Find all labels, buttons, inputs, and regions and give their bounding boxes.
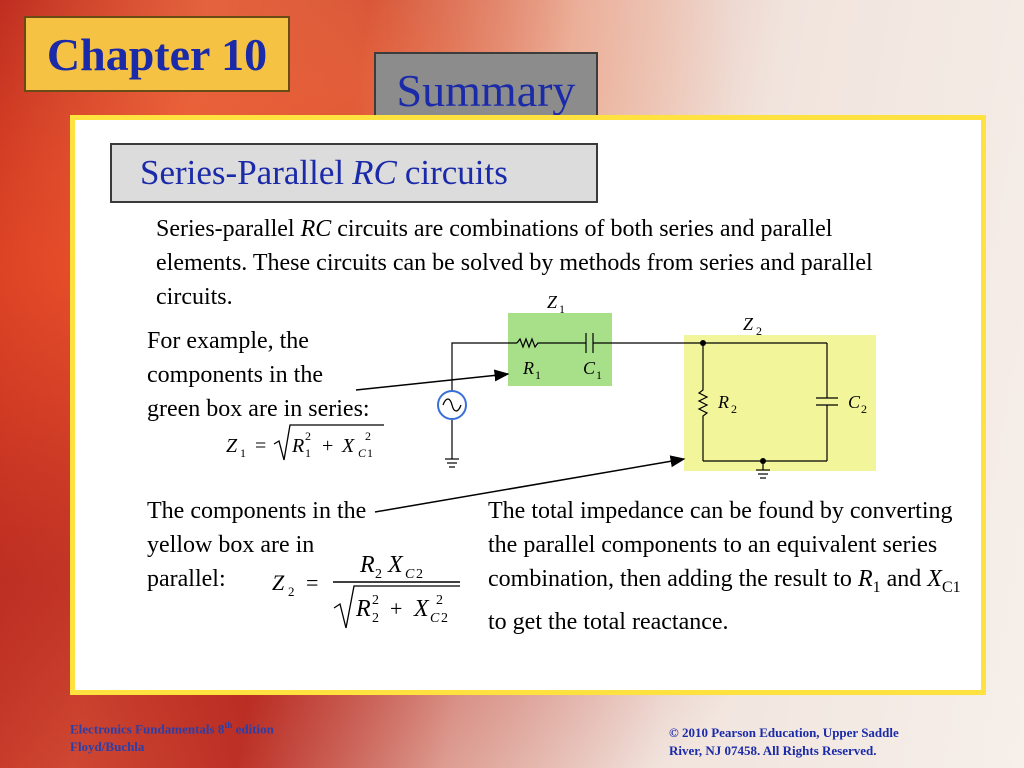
total-x: X <box>927 566 942 592</box>
footer-book-sup: th <box>224 720 233 730</box>
yellow-box-paragraph: The components in the yellow box are in parallel: <box>147 498 367 592</box>
z2-formula <box>272 552 460 628</box>
z1-label: Z <box>547 292 558 312</box>
svg-text:C: C <box>358 446 367 460</box>
intro-text-b: circuits are combinations of both series and parallel elements. These circuits can be solved by methods from series and parallel circuits. <box>156 216 873 310</box>
svg-text:2: 2 <box>441 611 448 626</box>
svg-text:2: 2 <box>365 429 371 443</box>
total-text-b: to get the total reactance. <box>488 608 729 635</box>
svg-text:X: X <box>342 435 355 457</box>
total-text-a: The total impedance can be found by converting the parallel components to an equivalent series combination, then adding the result to <box>488 498 953 592</box>
c1-label: C <box>583 358 596 378</box>
total-x-sub: C1 <box>941 578 961 596</box>
total-r: R <box>857 566 873 592</box>
c2-label: C <box>848 392 861 412</box>
arrow-to-green-box <box>356 374 508 390</box>
arrow-to-yellow-box <box>375 459 684 512</box>
svg-text:1: 1 <box>305 446 311 460</box>
r1-label: R <box>523 358 534 378</box>
section-title-prefix: Series-Parallel <box>140 153 345 192</box>
svg-text:Z: Z <box>272 570 285 595</box>
green-box-paragraph: For example, the components in the green box are in series: <box>147 328 370 422</box>
copyright-line-1: © 2010 Pearson Education, Upper Saddle <box>669 725 899 740</box>
svg-text:=: = <box>255 435 267 457</box>
svg-text:2: 2 <box>305 429 311 443</box>
svg-text:+: + <box>390 596 403 621</box>
svg-text:Z: Z <box>226 435 238 457</box>
svg-text:1: 1 <box>367 446 373 460</box>
footer-book-edition: edition <box>232 721 274 737</box>
r2-sub: 2 <box>731 402 737 416</box>
r2-label: R <box>718 392 729 412</box>
svg-text:2: 2 <box>375 567 382 582</box>
footer-book-title: Electronics Fundamentals 8 <box>70 721 225 737</box>
intro-italic: RC <box>300 216 332 242</box>
footer-copyright <box>669 724 899 760</box>
r1-sub: 1 <box>535 368 541 382</box>
footer-book <box>70 716 274 756</box>
z1-sub: 1 <box>559 302 565 316</box>
svg-text:2: 2 <box>372 611 379 626</box>
c2-sub: 2 <box>861 402 867 416</box>
total-r-sub: 1 <box>872 578 881 596</box>
section-title-italic: RC <box>352 153 397 192</box>
total-and: and <box>886 566 922 592</box>
slide-title: Summary <box>396 64 576 116</box>
c1-sub: 1 <box>596 368 602 382</box>
z2-label: Z <box>743 314 754 334</box>
svg-text:2: 2 <box>436 593 443 608</box>
z1-formula <box>226 425 384 460</box>
svg-text:X: X <box>388 552 403 578</box>
svg-text:=: = <box>306 570 319 595</box>
svg-text:X: X <box>414 596 429 622</box>
chapter-label: Chapter 10 <box>46 28 268 80</box>
svg-text:R: R <box>360 552 375 578</box>
svg-text:C: C <box>430 611 440 626</box>
circuit-diagram <box>438 292 876 478</box>
svg-text:+: + <box>322 435 334 457</box>
footer-authors: Floyd/Buchla <box>70 739 145 755</box>
copyright-line-2: River, NJ 07458. All Rights Reserved. <box>669 743 877 758</box>
intro-text-a: Series-parallel <box>156 216 295 242</box>
svg-text:C: C <box>405 567 415 582</box>
svg-text:2: 2 <box>372 593 379 608</box>
svg-text:2: 2 <box>288 584 295 599</box>
svg-text:R: R <box>292 435 305 457</box>
svg-text:1: 1 <box>240 446 246 460</box>
svg-text:R: R <box>356 596 371 622</box>
svg-text:2: 2 <box>416 567 423 582</box>
z2-sub: 2 <box>756 324 762 338</box>
section-title-suffix: circuits <box>404 153 508 192</box>
